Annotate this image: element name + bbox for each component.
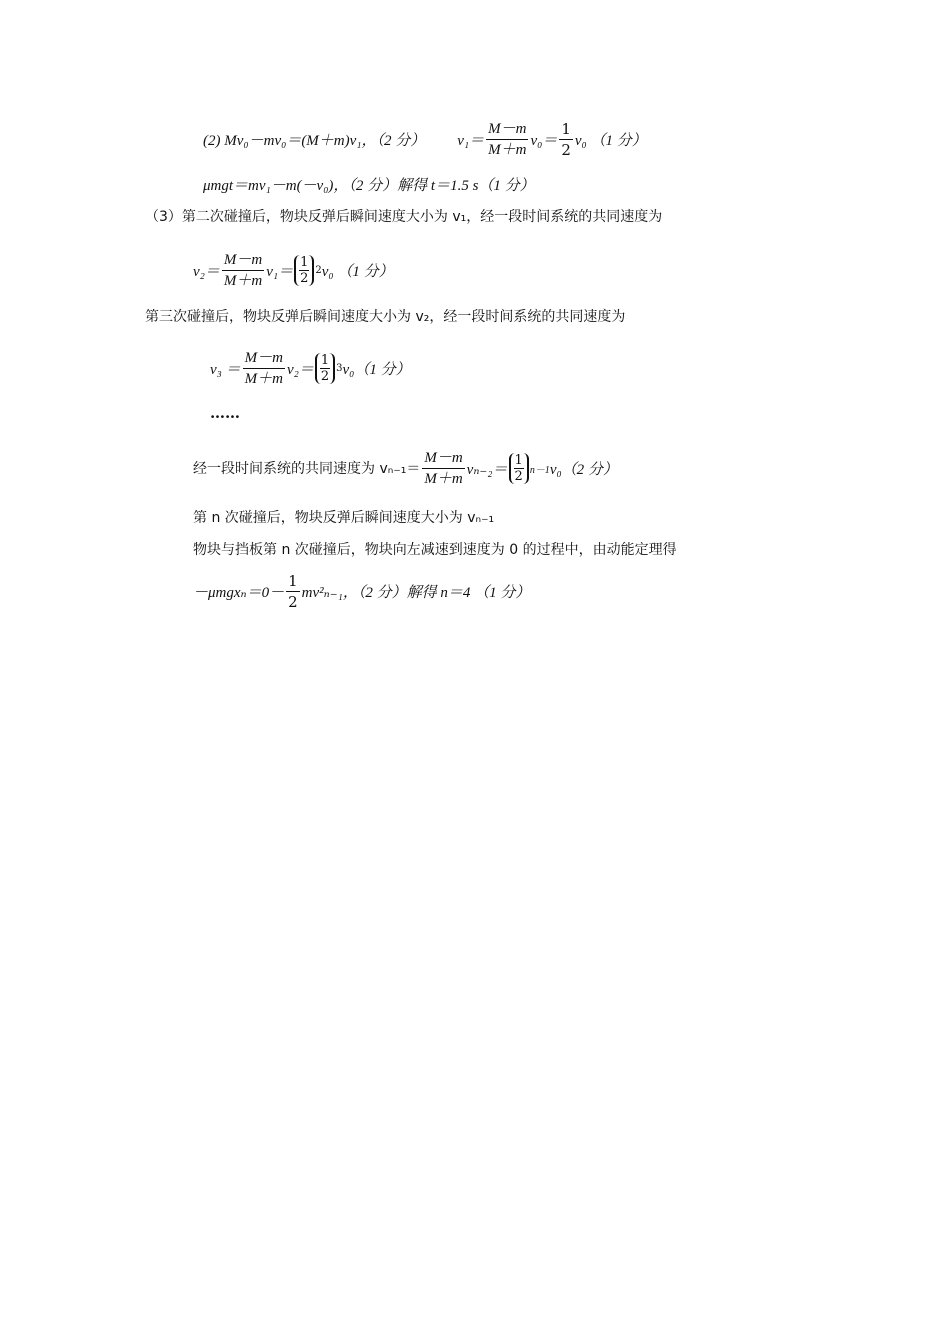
eq-v1-term: v₁＝ — [266, 263, 294, 280]
ellipsis: …… — [210, 404, 240, 422]
fraction-mass-ratio — [222, 251, 264, 290]
half-numerator: 1 — [300, 254, 309, 270]
equation-vn-1 — [193, 446, 618, 490]
eq-v1-label: v₁＝ — [457, 132, 485, 149]
bracketed-half — [509, 453, 529, 484]
paragraph-energy-theorem: 物块与挡板第 n 次碰撞后，物块向左减速到速度为 0 的过程中，由动能定理得 — [193, 542, 677, 558]
half-denominator: 2 — [514, 468, 523, 484]
eq-v3-label: v₃ ＝ — [210, 361, 241, 378]
bracketed-half — [315, 353, 335, 384]
eq-v0-label: v₀＝ — [530, 132, 558, 149]
fraction-denominator: 2 — [561, 140, 571, 159]
fraction-numerator: M－m — [222, 251, 264, 271]
fraction-denominator: M＋m — [223, 272, 263, 289]
half-denominator: 2 — [300, 270, 309, 286]
fraction-mass-ratio — [486, 120, 528, 159]
paragraph-part3-intro: （3）第二次碰撞后，物块反弹后瞬间速度大小为 v₁，经一段时间系统的共同速度为 — [145, 209, 663, 225]
fraction-denominator: M＋m — [488, 141, 527, 158]
equation-kinetic-energy — [193, 569, 530, 613]
equation-momentum — [203, 117, 647, 161]
fraction-denominator: M＋m — [424, 470, 463, 487]
eq-v2-label: v₂＝ — [193, 263, 220, 280]
fraction-half — [559, 120, 573, 159]
fraction-numerator: M－m — [422, 449, 464, 469]
eq-v1-tail: v₀ （1 分） — [574, 132, 647, 149]
eq-vn-2-term: vₙ₋₂＝ — [466, 461, 508, 478]
bracketed-half — [294, 255, 314, 286]
eq-v2-tail: v₀ （1 分） — [321, 263, 394, 280]
exponent: 3 — [336, 362, 343, 374]
fraction-numerator: 1 — [561, 119, 571, 138]
eq-v3-tail: v₀（1 分） — [342, 361, 411, 378]
fraction-numerator: M－m — [243, 349, 285, 369]
fraction-numerator: 1 — [288, 571, 298, 590]
fraction-denominator: M＋m — [244, 370, 283, 387]
paragraph-nth-collision: 第 n 次碰撞后，物块反弹后瞬间速度大小为 vₙ₋₁ — [193, 510, 495, 526]
paragraph-third-collision: 第三次碰撞后，物块反弹后瞬间速度大小为 v₂，经一段时间系统的共同速度为 — [145, 309, 626, 325]
eq-vn-1-tail: v₀（2 分） — [549, 461, 618, 478]
eq-vn-1-head: 经一段时间系统的共同速度为 vₙ₋₁＝ — [193, 461, 421, 477]
fraction-mass-ratio — [243, 349, 285, 388]
equation-impulse: μmgt＝mv₁－m(－v₀)，（2 分）解得 t＝1.5 s（1 分） — [203, 177, 535, 194]
fraction-denominator: 2 — [288, 592, 298, 611]
half-denominator: 2 — [320, 368, 330, 384]
eq-ke-tail: mv²ₙ₋₁，（2 分）解得 n＝4 （1 分） — [301, 584, 531, 601]
half-numerator: 1 — [320, 352, 330, 368]
eq-momentum-text: (2) Mv₀－mv₀＝(M＋m)v₁，（2 分） — [203, 132, 426, 149]
fraction-numerator: M－m — [486, 120, 528, 140]
equation-v2 — [193, 248, 394, 292]
half-numerator: 1 — [514, 452, 523, 468]
fraction-mass-ratio — [422, 449, 464, 488]
fraction-half — [286, 572, 300, 611]
exponent: 2 — [315, 264, 322, 276]
equation-v3 — [210, 346, 411, 390]
exponent: n－1 — [529, 464, 550, 476]
eq-ke-head: －μmgxₙ＝0－ — [193, 584, 285, 601]
eq-v2-term: v₂＝ — [286, 361, 314, 378]
